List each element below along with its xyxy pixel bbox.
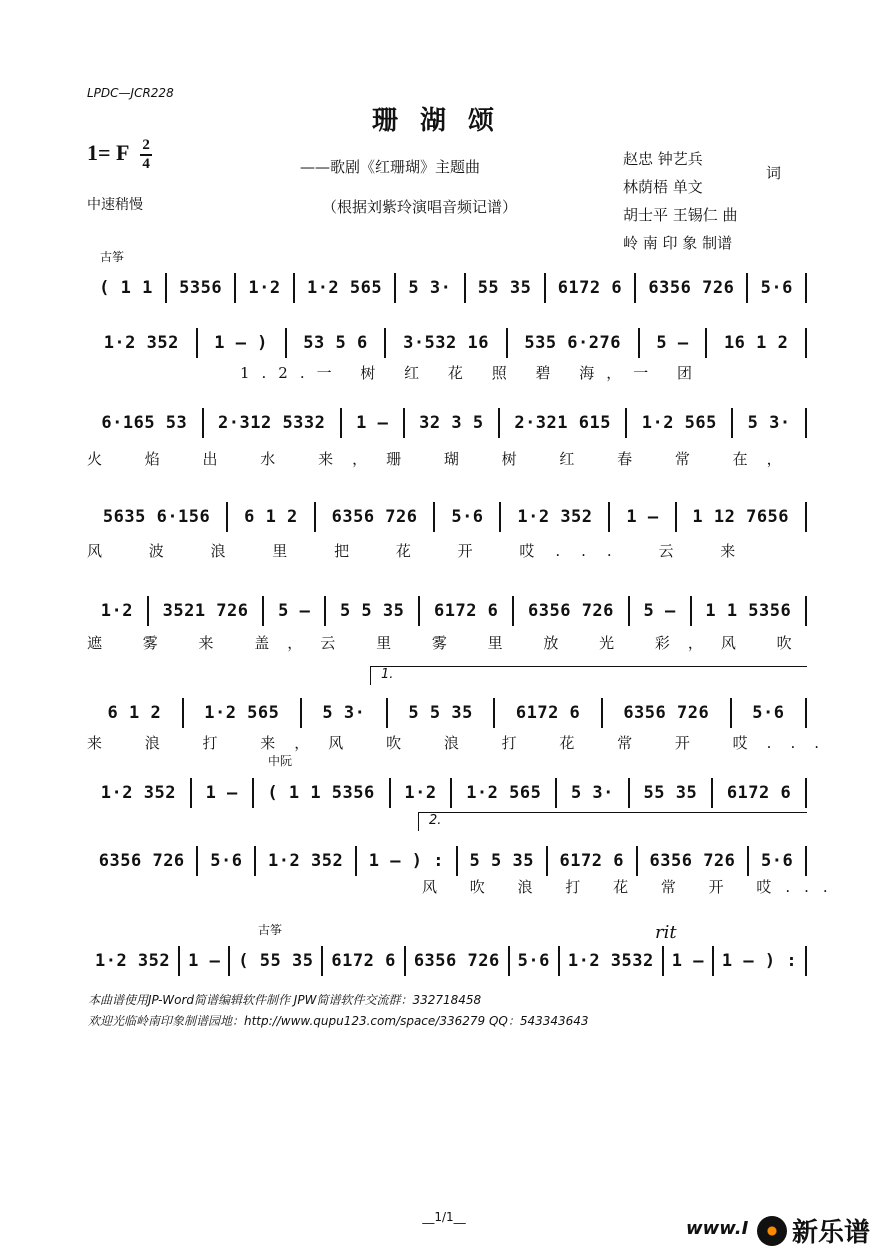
measure: 1·2 352 [268,851,344,871]
measure: 5·6 [517,951,550,971]
measure: 6356 726 [331,507,418,527]
measure: 3521 726 [162,601,249,621]
watermark-url: www.I [686,1218,749,1239]
volta-first: 1. [370,666,807,685]
measure: 5 3· [570,783,614,803]
footer-line: 欢迎光临岭南印象制谱园地：http://www.qupu123.com/space/336279 QQ：543343643 [88,1014,589,1028]
lyric-line: 来 浪 打 来，风 吹 浪 打 花 常 开 哎... [87,734,838,752]
measure: 6356 726 [623,703,710,723]
measure: 5 3· [747,413,791,433]
measure: 1·2 [100,601,134,621]
bar-line [805,408,807,438]
measure: 5 3· [408,278,452,298]
tempo-marking: 中速稍慢 [87,197,143,213]
subtitle: ——歌剧《红珊瑚》主题曲 [300,158,481,176]
measure: 1·2 352 [517,507,593,527]
lyric-line: 遮 雾 来 盖，云 里 雾 里 放 光 彩，风 吹 [87,634,810,652]
measure: 1·2 565 [466,783,542,803]
source-note: （根据刘紫玲演唱音频记谱） [322,198,518,216]
lyric-line: 风 波 浪 里 把 花 开 哎... 云 来 [87,542,757,560]
credit-line: 岭 南 印 象 制谱 [623,234,733,252]
credit-line: 赵忠 钟艺兵 [623,150,703,168]
measure: 5 5 35 [469,851,534,871]
measure: 1 – ) : [368,851,444,871]
measure: 6356 726 [413,951,500,971]
bar-line [805,596,807,626]
credit-line: 胡士平 王锡仁 曲 [623,206,738,224]
measure: 1·2 [404,783,437,803]
measure: 6172 6 [557,278,623,298]
key-label: 1= F [87,140,129,166]
staff-row [87,494,807,528]
staff-row [87,938,807,972]
measure: 6356 726 [528,601,614,621]
score-code: LPDC—JCR228 [87,86,174,100]
measure: 5·6 [760,851,794,871]
measure: 1 12 7656 [692,507,790,527]
measure: 5 3· [322,703,366,723]
measure: 6 1 2 [107,703,162,723]
measure: 1·2 565 [641,413,717,433]
measure: 6172 6 [515,703,581,723]
measure: 3·532 16 [403,333,489,353]
bar-line [805,946,807,976]
page-number: __1/1__ [422,1210,466,1224]
measure: 1·2 565 [204,703,280,723]
record-logo-icon [757,1216,787,1246]
measure: 1 – ) [214,333,268,353]
measure: 55 35 [477,278,532,298]
measure: 6172 6 [433,601,499,621]
bar-line [805,328,807,358]
measure: 1 – [188,951,221,971]
lyric-line: 1.2.一 树 红 花 照 碧 海，一 团 [240,364,705,382]
measure: 5635 6·156 [102,507,211,527]
measure: ( 55 35 [238,951,314,971]
measure: 5·6 [752,703,785,723]
measure: 2·321 615 [514,413,611,433]
measure: 6356 726 [649,851,736,871]
staff-row [87,265,807,299]
measure: 5·6 [451,507,484,527]
bar-line [805,698,807,728]
credit-role: 词 [766,164,782,182]
measure: 1·2 352 [100,783,176,803]
bar-line [805,273,807,303]
measure: 1 – [205,783,238,803]
measure: 16 1 2 [723,333,789,353]
time-signature [140,138,152,172]
bar-line [805,846,807,876]
bar-line [805,778,807,808]
measure: 1 – [626,507,659,527]
measure: 5·6 [210,851,243,871]
staff-row [87,400,807,434]
measure: 1·2 3532 [567,951,654,971]
lyric-line: 火 焰 出 水 来，珊 瑚 树 红 春 常 在， [87,450,801,468]
credit-line: 林荫梧 单文 词 [623,173,738,201]
measure: 1·2 352 [94,951,171,971]
footer-line: 本曲谱使用JP-Word简谱编辑软件制作 JPW简谱软件交流群：332718458 [88,993,482,1007]
measure: 6 1 2 [244,507,298,527]
measure: 5 5 35 [408,703,473,723]
measure: 6172 6 [331,951,396,971]
measure: 6172 6 [559,851,624,871]
lyric-line: 风 吹 浪 打 花 常 开 哎... [422,878,842,896]
footer-note [88,990,589,1032]
ritardando-mark: rit [655,922,677,943]
measure: 6356 726 [648,278,735,298]
measure: 5 – [278,601,311,621]
instrument-label: 中阮 [268,754,293,768]
measure: 6·165 53 [101,413,188,433]
staff-row [87,588,807,622]
staff-row [87,690,807,724]
credits [623,145,782,257]
measure: 1 – [356,413,389,433]
measure: 53 5 6 [303,333,368,353]
measure: ( 1 1 5356 [267,783,375,803]
key-signature [87,138,152,172]
measure: ( 1 1 [99,278,153,298]
page-title: 珊湖颂 [371,106,516,136]
measure: 6356 726 [98,851,185,871]
measure: 1 – ) : [721,951,798,971]
staff-row [87,838,807,872]
measure: 1 1 5356 [705,601,792,621]
watermark-brand: 新乐谱 [792,1218,871,1248]
measure: 1·2 565 [306,278,383,298]
measure: 5·6 [760,278,793,298]
measure: 5 – [656,333,689,353]
measure: 5356 [179,278,223,298]
bar-line [805,502,807,532]
measure: 32 3 5 [419,413,484,433]
measure: 1 – [671,951,704,971]
instrument-label: 古筝 [258,923,283,937]
measure: 6172 6 [726,783,792,803]
instrument-label: 古筝 [100,250,125,264]
time-bottom: 4 [142,156,150,172]
staff-row [87,320,807,354]
measure: 2·312 5332 [218,413,326,433]
measure: 5 – [643,601,676,621]
measure: 1·2 352 [103,333,179,353]
staff-row [87,770,807,804]
measure: 5 5 35 [339,601,405,621]
time-top: 2 [142,137,150,153]
volta-second: 2. [418,812,807,831]
measure: 1·2 [248,278,281,298]
measure: 55 35 [643,783,698,803]
measure: 535 6·276 [524,333,621,353]
